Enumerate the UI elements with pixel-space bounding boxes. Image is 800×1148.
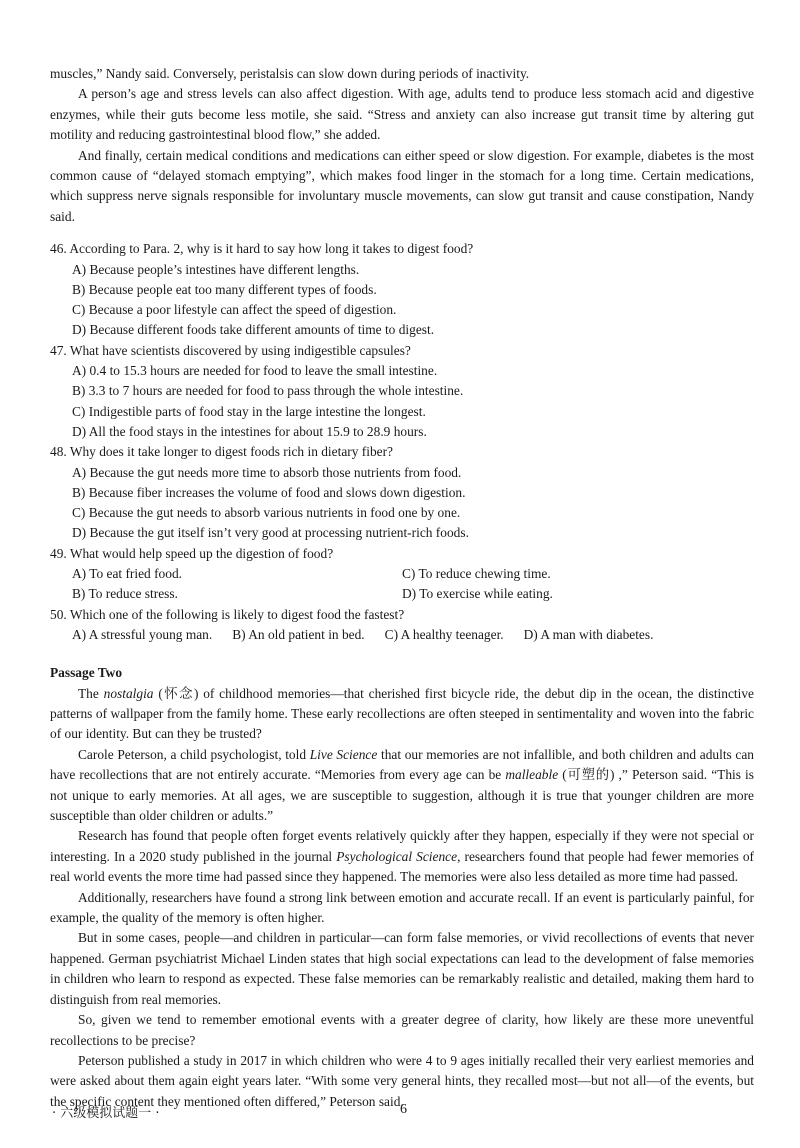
paragraph (50, 745, 754, 827)
answer-option: D) All the food stays in the intestines for about 15.9 to 28.9 hours. (72, 423, 427, 439)
paragraph: A person’s age and stress levels can also affect digestion. With age, adults tend to produce less stomach acid and digestive enzymes, while their guts become less motile, she said. “Stress and anxiety can also increase gut transit time by altering gut motility and reducing gastrointestinal blood flow,” she added. (50, 86, 754, 143)
question-stem: 50. Which one of the following is likely to digest food the fastest? (50, 606, 405, 622)
paragraph: Additionally, researchers have found a strong link between emotion and accurate recall. If an event is particularly painful, for example, the quality of the memory is often higher. (50, 889, 754, 926)
italic-term: Live Science (309, 746, 378, 762)
question-stem: 49. What would help speed up the digestion of food? (50, 545, 334, 561)
answer-option: B) 3.3 to 7 hours are needed for food to pass through the whole intestine. (72, 383, 464, 399)
answer-option: A) To eat fried food. (72, 566, 182, 581)
answer-option: A) Because the gut needs more time to absorb those nutrients from food. (72, 464, 462, 480)
paragraph (50, 684, 754, 745)
page-number: 6 (400, 1102, 407, 1117)
answer-option: C) A healthy teenager. (384, 626, 504, 642)
question-stem: 47. What have scientists discovered by using indigestible capsules? (50, 342, 411, 358)
paragraph (50, 826, 754, 887)
option-row (72, 584, 754, 604)
answer-option: B) Because people eat too many different types of foods. (72, 281, 377, 297)
section-heading: Passage Two (50, 665, 123, 681)
answer-option: C) To reduce chewing time. (402, 566, 551, 581)
answer-option: D) A man with diabetes. (523, 626, 654, 642)
text-run: The (78, 685, 104, 701)
text-run: , researchers found that people had fewer memories of real world events the more time had passed since they happened. The memories were also less detailed as more time had passed. (50, 848, 755, 885)
question-stem: 46. According to Para. 2, why is it hard to say how long it takes to digest food? (50, 241, 474, 257)
paragraph: But in some cases, people—and children in particular—can form false memories, or vivid recollections of events that never happened. German psychiatrist Michael Linden states that high social expectations can lead to the development of false memories in children who learn to respond as expected. These false memories can be remarkably realistic and detailed, making them hard to distinguish from real memories. (50, 930, 754, 1007)
answer-option: C) Indigestible parts of food stay in the large intestine the longest. (72, 403, 426, 419)
option-row (72, 564, 754, 584)
paragraph: Peterson published a study in 2017 in which children who were 4 to 9 ages initially recalled their very earliest memories and were asked about them again eight years later. “With some very general hints, they recalled most—but not all—of the events, but the specific content they mentioned often differed,” Peterson said. (50, 1052, 754, 1109)
exam-label: · 六级模拟试题一 · (52, 1106, 160, 1121)
answer-option: D) Because the gut itself isn’t very good at processing nutrient-rich foods. (72, 525, 469, 541)
answer-option: B) Because fiber increases the volume of food and slows down digestion. (72, 484, 466, 500)
text-run: that our memories are not infallible, and both children and adults can have recollections that are not entirely accurate. “Memories from every age can be (50, 746, 754, 783)
answer-option: A) Because people’s intestines have different lengths. (72, 261, 360, 277)
answer-option: D) Because different foods take different amounts of time to digest. (72, 322, 435, 338)
italic-term: Psychological Science (336, 848, 458, 864)
answer-option: D) To exercise while eating. (402, 586, 553, 602)
answer-option: B) To reduce stress. (72, 586, 178, 602)
paragraph: And finally, certain medical conditions and medications can either speed or slow digestion. For example, diabetes is the most common cause of “delayed stomach emptying”, which makes food linger in the stomach for a long time. Certain medications, which suppress nerve signals responsible for involuntary muscle movements, can slow gut transit and cause constipation, Nandy said. (50, 147, 754, 224)
answer-option: A) 0.4 to 15.3 hours are needed for food to leave the small intestine. (72, 363, 438, 379)
text-run: Carole Peterson, a child psychologist, told (78, 746, 310, 762)
question-stem: 48. Why does it take longer to digest foods rich in dietary fiber? (50, 444, 393, 460)
answer-option: C) Because the gut needs to absorb various nutrients in food one by one. (72, 505, 461, 521)
paragraph: muscles,” Nandy said. Conversely, peristalsis can slow down during periods of inactivity. (50, 66, 530, 81)
questions-section (50, 239, 754, 645)
answer-option: B) An old patient in bed. (232, 626, 365, 642)
italic-term: malleable (505, 767, 559, 783)
answer-option: C) Because a poor lifestyle can affect the speed of digestion. (72, 302, 397, 318)
italic-term: nostalgia (103, 685, 154, 701)
answer-option: A) A stressful young man. (72, 626, 213, 642)
text-run: Research has found that people often forget events relatively quickly after they happen, especially if they were not special or interesting. In a 2020 study published in the journal (50, 828, 754, 864)
option-row (72, 625, 754, 645)
document-page (50, 64, 754, 1112)
text-run: (可塑的) ,” Peterson said. “This is not unique to early memories. At all ages, we are susceptible to suggestion, although it is true that younger children are more susceptible than older children or adults.” (50, 767, 754, 824)
text-run: (怀念) of childhood memories—that cherished first bicycle ride, the debut dip in the ocean, the distinctive patterns of wallpaper from the family home. These early recollections are often steeped in sentimentality and woven into the fabric of our identity. But can they be trusted? (50, 685, 754, 742)
paragraph: So, given we tend to remember emotional events with a greater degree of clarity, how likely are these more uneventful recollections to be precise? (50, 1012, 754, 1048)
